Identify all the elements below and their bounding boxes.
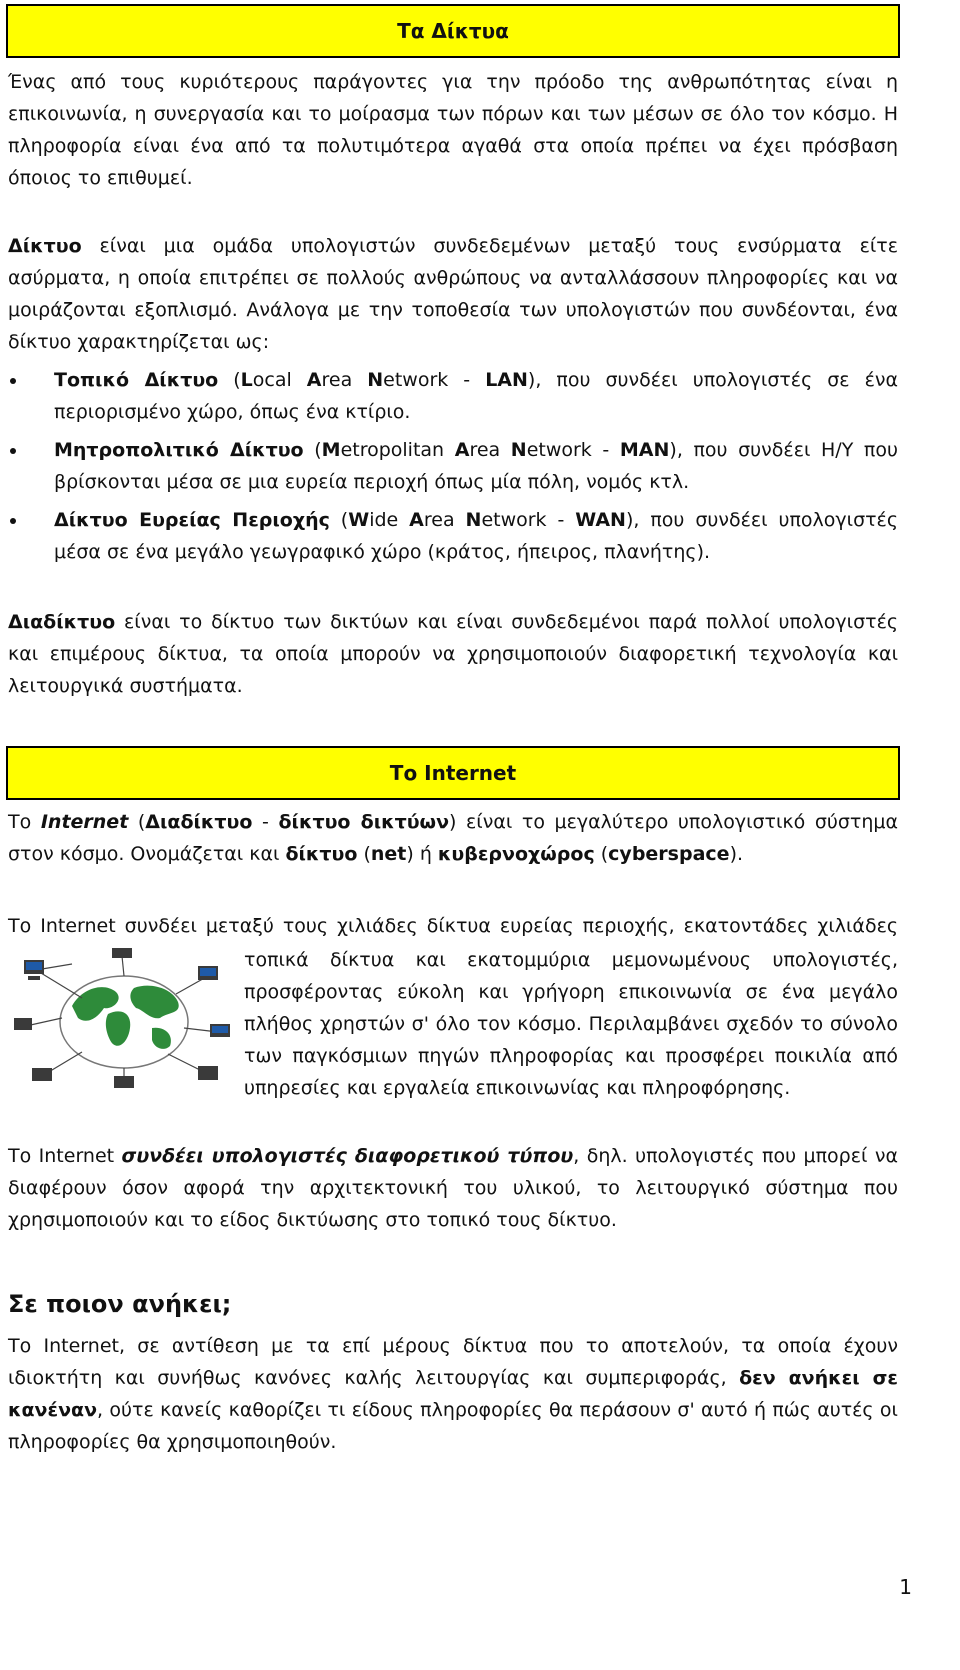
section-title: Τα Δίκτυα xyxy=(397,19,509,43)
network-types-list xyxy=(8,364,898,574)
ownership-heading: Σε ποιον ανήκει; xyxy=(8,1290,232,1318)
title-box xyxy=(6,4,900,58)
intro-paragraph: Ένας από τους κυριότερους παράγοντες για την πρόοδο της ανθρωπότητας είναι η επικοινωνία, η συνεργασία και το μοίρασμα των πόρων και των μέσων σε όλο τον κόσμο. Η πληροφορία είναι ένα από τα πολυτιμότερα αγαθά στα οποία πρέπει να έχει πρόσβαση όποιος το επιθυμεί. xyxy=(8,71,898,189)
internet-paragraph-2-wrapped: τοπικά δίκτυα και εκατομμύρια μεμονωμένους υπολογιστές, προσφέροντας εύκολη και γρήγορη επικοινωνία σε ένα μεγάλο πλήθος χρηστών σ' όλο τον κόσμο. Περιλαμβάνει σχεδόν το σύνολο των παγκόσμιων πηγών πληροφορίας και προσφέρει ποικιλία από υπηρεσίες και εργαλεία επικοινωνίας και πληροφόρησης. xyxy=(244,949,898,1099)
list-item: Τοπικό Δίκτυο (Local Area Network - LAN), που συνδέει υπολογιστές σε ένα περιορισμένο χώρο, όπως ένα κτίριο. xyxy=(8,364,898,428)
world-network-illustration xyxy=(12,948,234,1090)
network-term: Δίκτυο xyxy=(8,235,82,257)
bullet-icon xyxy=(10,518,16,524)
internet-paragraph-1: Το Internet (Διαδίκτυο - δίκτυο δικτύων) είναι το μεγαλύτερο υπολογιστικό σύστημα στον κόσμο. Ονομάζεται και δίκτυο (net) ή κυβερνοχώρος (cyberspace). xyxy=(8,811,899,865)
internet-term: Διαδίκτυο xyxy=(8,611,116,633)
list-item: Μητροπολιτικό Δίκτυο (Metropolitan Area Network - MAN), που συνδέει Η/Υ που βρίσκονται μέσα σε μια ευρεία περιοχή όπως μία πόλη, νομός κτλ. xyxy=(8,434,898,498)
internet-paragraph-3: Το Internet συνδέει υπολογιστές διαφορετικού τύπου, δηλ. υπολογιστές που μπορεί να διαφέρουν όσον αφορά την αρχιτεκτονική του υλικού, το λειτουργικό σύστημα που χρησιμοποιούν και το είδος δικτύωσης στο τοπικό τους δίκτυο. xyxy=(8,1145,898,1231)
ownership-paragraph: Το Internet, σε αντίθεση με τα επί μέρους δίκτυα που το αποτελούν, τα οποία έχουν ιδιοκτήτη και συνήθως κανόνες καλής λειτουργίας και συμπεριφοράς, δεν ανήκει σε κανέναν, ούτε κανείς καθορίζει τι είδους πληροφορίες θα περάσουν σ' αυτό ή πώς αυτές οι πληροφορίες θα χρησιμοποιηθούν. xyxy=(8,1335,898,1453)
bullet-icon xyxy=(10,448,16,454)
list-item: Δίκτυο Ευρείας Περιοχής (Wide Area Network - WAN), που συνδέει υπολογιστές μέσα σε ένα μεγάλο γεωγραφικό χώρο (κράτος, ήπειρος, πλανήτης). xyxy=(8,504,898,568)
internet-definition: Διαδίκτυο είναι το δίκτυο των δικτύων και είναι συνδεδεμένοι παρά πολλοί υπολογιστές και επιμέρους δίκτυα, τα οποία μπορούν να χρησιμοποιούν διαφορετική τεχνολογία και λειτουργικά συστήματα. xyxy=(8,611,898,697)
page-number: 1 xyxy=(899,1575,912,1599)
network-definition: Δίκτυο είναι μια ομάδα υπολογιστών συνδεδεμένων μεταξύ τους ενσύρματα είτε ασύρματα, η οποία επιτρέπει σε πολλούς ανθρώπους να ανταλλάσσουν πληροφορίες και να μοιράζονται εξοπλισμό. Ανάλογα με την τοποθεσία των υπολογιστών που συνδέονται, ένα δίκτυο χαρακτηρίζεται ως: xyxy=(8,235,898,353)
bullet-icon xyxy=(10,378,16,384)
internet-title-box xyxy=(6,746,900,800)
section-title: Το Internet xyxy=(389,761,517,785)
internet-paragraph-2-first-line: Το Internet συνδέει μεταξύ τους χιλιάδες δίκτυα ευρείας περιοχής, εκατοντάδες χιλιάδες xyxy=(8,915,898,937)
